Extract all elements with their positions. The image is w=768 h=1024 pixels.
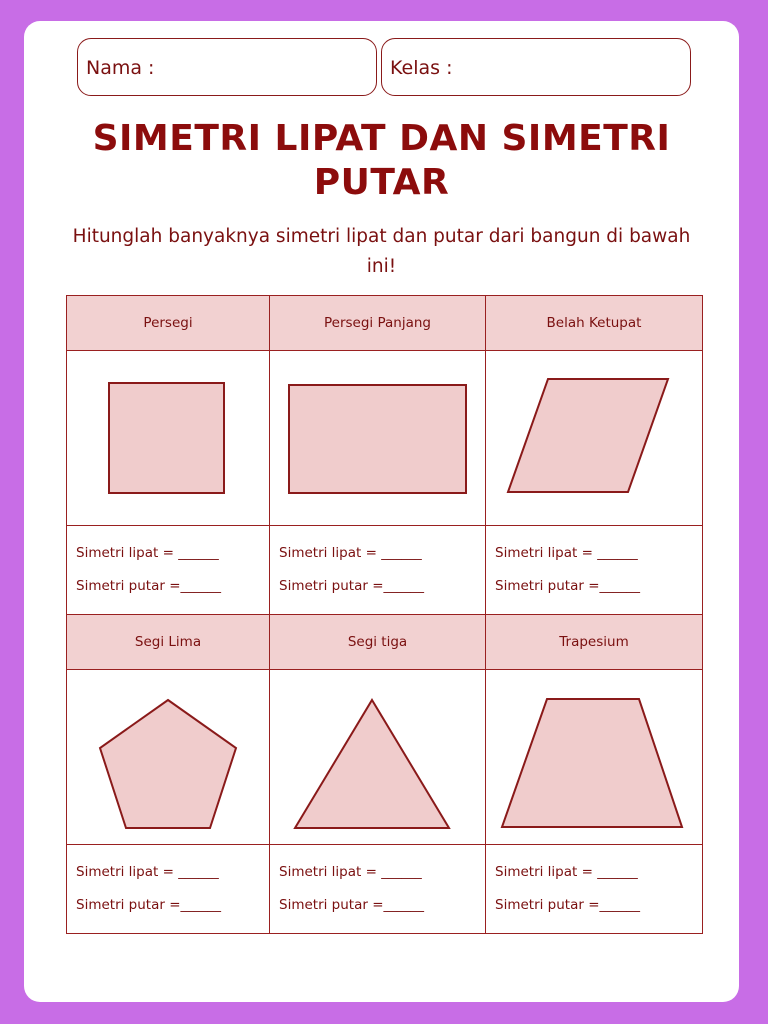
instruction-text: Hitunglah banyaknya simetri lipat dan putar dari bangun di bawah ini! xyxy=(72,226,691,277)
answer-cell xyxy=(67,526,270,615)
page-title: SIMETRI LIPAT DAN SIMETRI PUTAR xyxy=(92,118,671,203)
class-field[interactable] xyxy=(381,38,691,96)
parallelogram-icon xyxy=(486,351,703,525)
rotation-symmetry-answer[interactable]: Simetri putar =______ xyxy=(76,897,222,913)
rotation-symmetry-answer[interactable]: Simetri putar =______ xyxy=(279,578,425,594)
fold-symmetry-answer[interactable]: Simetri lipat = ______ xyxy=(76,864,219,880)
header-cell xyxy=(486,296,703,351)
answer-cell xyxy=(270,526,486,615)
fold-symmetry-answer[interactable]: Simetri lipat = ______ xyxy=(279,864,422,880)
shape-cell xyxy=(67,351,270,526)
fold-symmetry-answer[interactable]: Simetri lipat = ______ xyxy=(495,864,638,880)
rectangle-icon xyxy=(270,351,486,525)
pentagon-icon xyxy=(67,670,270,844)
fold-symmetry-answer[interactable]: Simetri lipat = ______ xyxy=(495,545,638,561)
shape-name-persegi: Persegi xyxy=(143,315,193,331)
class-label: Kelas : xyxy=(390,57,453,79)
shape-cell xyxy=(486,351,703,526)
shape-name-belah-ketupat: Belah Ketupat xyxy=(546,315,642,331)
name-label: Nama : xyxy=(86,57,155,79)
triangle-icon xyxy=(270,670,486,844)
shape-name-persegi-panjang: Persegi Panjang xyxy=(324,315,431,331)
header-cell xyxy=(270,296,486,351)
shape-cell xyxy=(486,670,703,845)
shape-cell xyxy=(270,351,486,526)
trapezoid-icon xyxy=(486,670,703,844)
rotation-symmetry-answer[interactable]: Simetri putar =______ xyxy=(279,897,425,913)
answer-cell xyxy=(486,845,703,934)
square-icon xyxy=(67,351,270,525)
shape-name-trapesium: Trapesium xyxy=(559,634,629,650)
shape-cell xyxy=(67,670,270,845)
rotation-symmetry-answer[interactable]: Simetri putar =______ xyxy=(76,578,222,594)
fold-symmetry-answer[interactable]: Simetri lipat = ______ xyxy=(279,545,422,561)
answer-cell xyxy=(67,845,270,934)
name-field[interactable] xyxy=(77,38,377,96)
header-cell xyxy=(270,615,486,670)
shape-cell xyxy=(270,670,486,845)
shape-name-segi-lima: Segi Lima xyxy=(134,634,202,650)
shapes-table xyxy=(66,295,703,934)
answer-cell xyxy=(486,526,703,615)
worksheet xyxy=(24,21,739,1002)
answer-cell xyxy=(270,845,486,934)
header-cell xyxy=(67,615,270,670)
rotation-symmetry-answer[interactable]: Simetri putar =______ xyxy=(495,578,641,594)
header-cell xyxy=(486,615,703,670)
rotation-symmetry-answer[interactable]: Simetri putar =______ xyxy=(495,897,641,913)
shape-name-segi-tiga: Segi tiga xyxy=(347,634,408,650)
header-cell xyxy=(67,296,270,351)
fold-symmetry-answer[interactable]: Simetri lipat = ______ xyxy=(76,545,219,561)
